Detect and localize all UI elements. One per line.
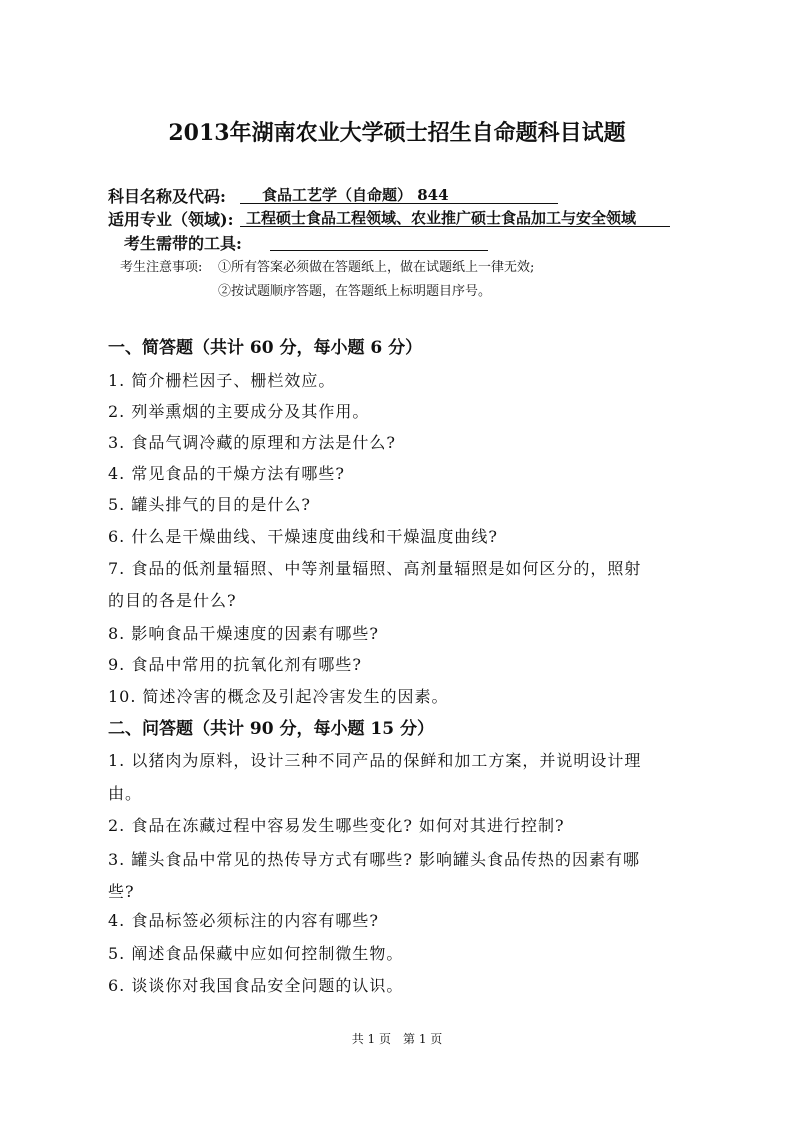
tools-value: [270, 231, 488, 251]
page-title: 2013年湖南农业大学硕士招生自命题科目试题: [168, 120, 626, 146]
question-line: 些?: [108, 882, 135, 901]
question-line: 9. 食品中常用的抗氧化剂有哪些?: [108, 655, 362, 674]
section1-heading: 一、简答题（共计 60 分，每小题 6 分）: [108, 338, 423, 358]
subject-label: 科目名称及代码:: [108, 187, 226, 206]
question-line: 的目的各是什么?: [108, 591, 237, 610]
question-line: 1. 以猪肉为原料，设计三种不同产品的保鲜和加工方案，并说明设计理: [108, 751, 642, 770]
question-line: 4. 食品标签必须标注的内容有哪些?: [108, 911, 379, 930]
major-label: 适用专业（领域):: [108, 210, 234, 229]
question-line: 6. 谈谈你对我国食品安全问题的认识。: [108, 976, 404, 995]
question-line: 3. 食品气调冷藏的原理和方法是什么?: [108, 433, 396, 452]
section2-heading: 二、问答题（共计 90 分，每小题 15 分）: [108, 719, 434, 739]
question-line: 8. 影响食品干燥速度的因素有哪些?: [108, 624, 379, 643]
question-line: 3. 罐头食品中常见的热传导方式有哪些? 影响罐头食品传热的因素有哪: [108, 850, 641, 869]
question-line: 2. 列举熏烟的主要成分及其作用。: [108, 402, 370, 421]
page-footer: 共 1 页 第 1 页: [351, 1032, 443, 1046]
tools-label: 考生需带的工具:: [124, 234, 242, 253]
notes-label: 考生注意事项:: [120, 260, 203, 275]
question-line: 2. 食品在冻藏过程中容易发生哪些变化? 如何对其进行控制?: [108, 816, 565, 835]
question-line: 6. 什么是干燥曲线、干燥速度曲线和干燥温度曲线?: [108, 527, 498, 546]
question-line: 5. 阐述食品保藏中应如何控制微生物。: [108, 944, 404, 963]
notes-line-2: ②按试题顺序答题，在答题纸上标明题目序号。: [218, 284, 492, 299]
question-line: 10. 简述冷害的概念及引起冷害发生的因素。: [108, 687, 449, 706]
question-line: 5. 罐头排气的目的是什么?: [108, 495, 311, 514]
question-line: 4. 常见食品的干燥方法有哪些?: [108, 464, 345, 483]
major-value: 工程硕士食品工程领域、农业推广硕士食品加工与安全领域: [240, 207, 670, 227]
notes-line-1: ①所有答案必须做在答题纸上，做在试题纸上一律无效;: [218, 260, 535, 275]
question-line: 7. 食品的低剂量辐照、中等剂量辐照、高剂量辐照是如何区分的，照射: [108, 559, 642, 578]
subject-value: 食品工艺学（自命题） 844: [240, 184, 558, 204]
question-line: 1. 简介栅栏因子、栅栏效应。: [108, 371, 336, 390]
question-line: 由。: [108, 784, 143, 803]
